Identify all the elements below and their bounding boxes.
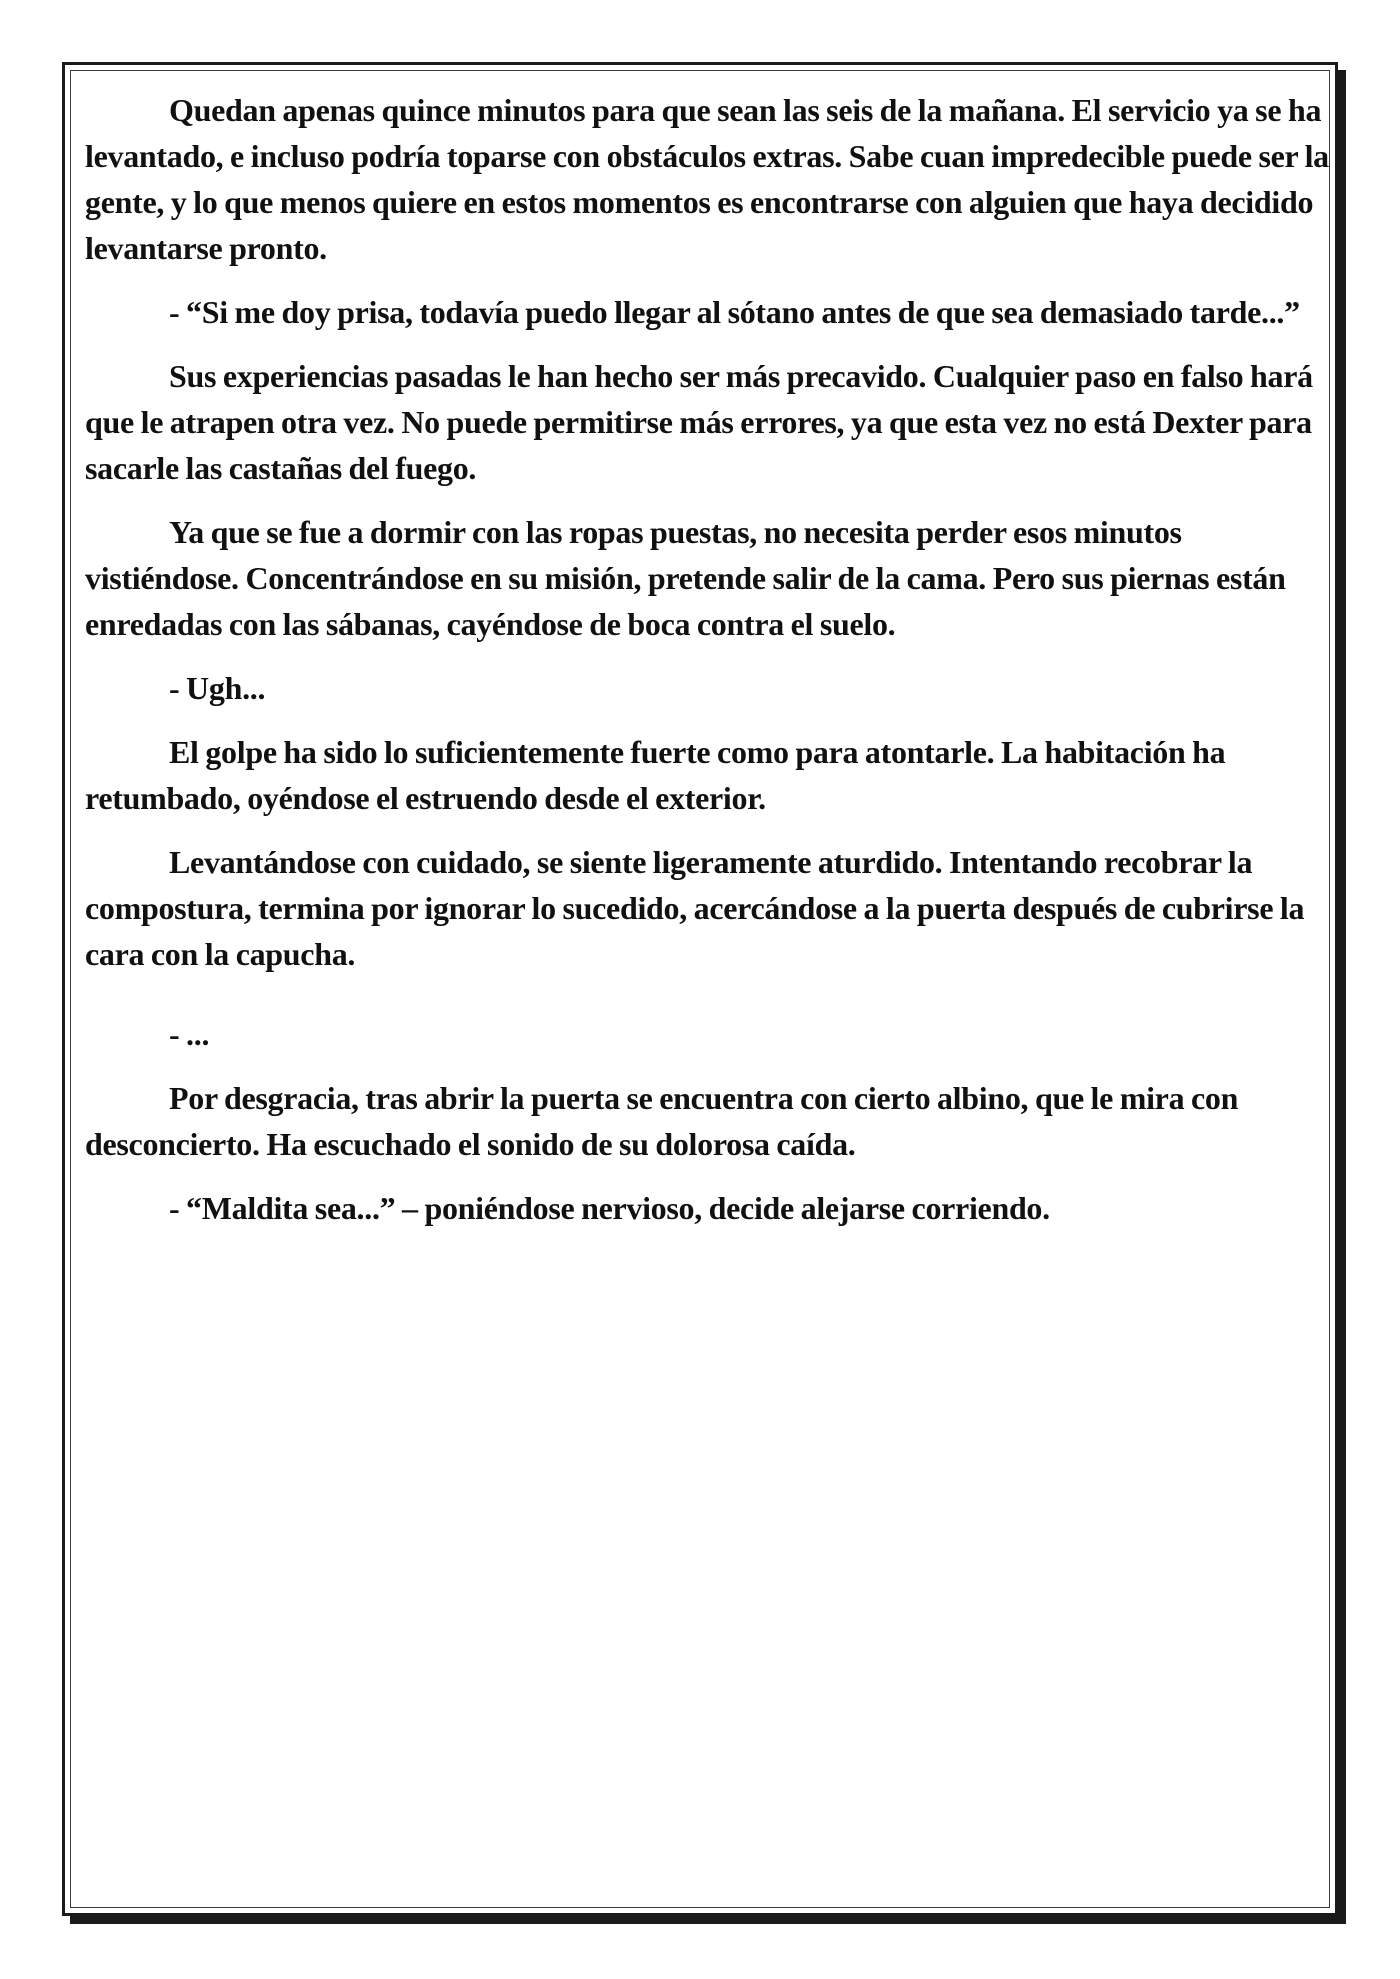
paragraph-7: Levantándose con cuidado, se siente ligeramente aturdido. Intentando recobrar la compostura, termina por ignorar lo sucedido, acercándose a la puerta después de cubrirse la cara con la capucha. (85, 844, 1305, 972)
paragraph-2: - “Si me doy prisa, todavía puedo llegar al sótano antes de que sea demasiado tarde...” (169, 294, 1300, 330)
paragraph-6: El golpe ha sido lo suficientemente fuerte como para atontarle. La habitación ha retumbado, oyéndose el estruendo desde el exterior. (85, 734, 1226, 816)
paragraph-1: Quedan apenas quince minutos para que sean las seis de la mañana. El servicio ya se ha levantado, e incluso podría toparse con obstáculos extras. Sabe cuan impredecible puede ser la gente, y lo que menos quiere en estos momentos es encontrarse con alguien que haya decidido levantarse pronto. (85, 92, 1329, 266)
page-frame (62, 62, 1338, 1916)
paragraph-8: - ... (169, 1016, 210, 1052)
paragraph-3: Sus experiencias pasadas le han hecho ser más precavido. Cualquier paso en falso hará que le atrapen otra vez. No puede permitirse más errores, ya que esta vez no está Dexter para sacarle las castañas del fuego. (85, 358, 1313, 486)
paragraph-9: Por desgracia, tras abrir la puerta se encuentra con cierto albino, que le mira con desconcierto. Ha escuchado el sonido de su dolorosa caída. (85, 1080, 1239, 1162)
paragraph-5: - Ugh... (169, 670, 266, 706)
paragraph-10: - “Maldita sea...” – poniéndose nervioso, decide alejarse corriendo. (169, 1190, 1050, 1226)
document-body (85, 87, 1329, 1249)
paragraph-4: Ya que se fue a dormir con las ropas puestas, no necesita perder esos minutos vistiéndose. Concentrándose en su misión, pretende salir de la cama. Pero sus piernas están enredadas con las sábanas, cayéndose de boca contra el suelo. (85, 514, 1286, 642)
